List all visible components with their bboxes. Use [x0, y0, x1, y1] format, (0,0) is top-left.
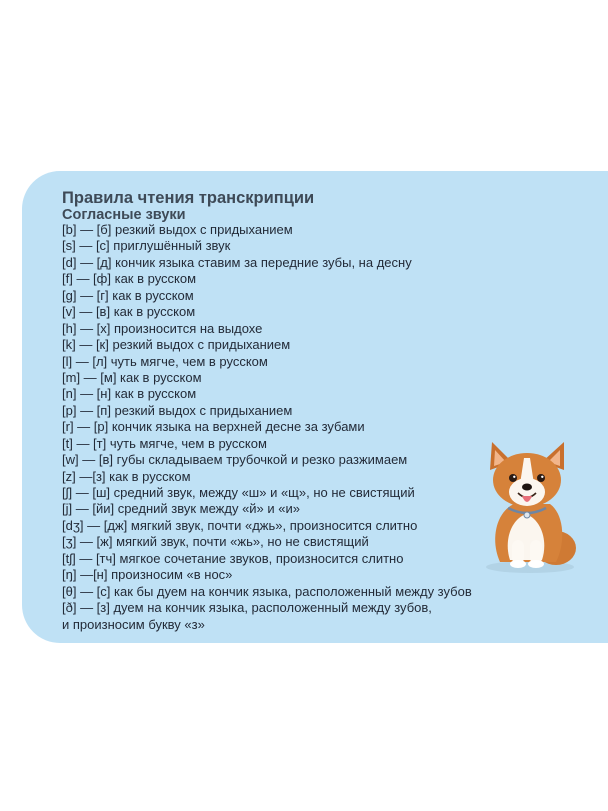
- dog-paw-left: [510, 560, 526, 568]
- rule-line: [n] — [н] как в русском: [62, 386, 197, 402]
- dog-tag: [524, 512, 530, 518]
- rule-line: [l] — [л] чуть мягче, чем в русском: [62, 353, 268, 369]
- card-title: Правила чтения транскрипции: [62, 189, 315, 207]
- rule-line: [d] — [д] кончик языка ставим за передние зубы, на десну: [62, 254, 412, 270]
- rule-line: [p] — [п] резкий выдох с придыханием: [62, 402, 293, 418]
- dog-eye-right: [537, 474, 545, 482]
- rules-list: [62, 222, 472, 633]
- rule-line: [dʒ] — [дж] мягкий звук, почти «джь», произносится слитно: [62, 517, 418, 533]
- rule-line: [θ] — [с] как бы дуем на кончик языка, расположенный между зубов: [62, 583, 472, 599]
- rule-line: [s] — [с] приглушённый звук: [62, 238, 231, 254]
- rule-line: [h] — [х] произносится на выдохе: [62, 320, 263, 336]
- corgi-dog-illustration: [468, 440, 588, 575]
- rule-line: [k] — [к] резкий выдох с придыханием: [62, 337, 291, 353]
- dog-eye-left: [509, 474, 517, 482]
- rule-line: [w] — [в] губы складываем трубочкой и резко разжимаем: [62, 452, 408, 468]
- rule-line: [v] — [в] как в русском: [62, 304, 196, 320]
- rule-line: [t] — [т] чуть мягче, чем в русском: [62, 435, 267, 451]
- card-subtitle: Согласные звуки: [62, 207, 186, 223]
- dog-paw-right: [528, 560, 544, 568]
- rule-line: [ŋ] —[н] произносим «в нос»: [62, 567, 233, 583]
- rule-line: [ʒ] — [ж] мягкий звук, почти «жь», но не свистящий: [62, 534, 369, 550]
- dog-nose: [522, 484, 532, 491]
- rule-line: [g] — [г] как в русском: [62, 287, 194, 303]
- rule-line: [r] — [р] кончик языка на верхней десне за зубами: [62, 419, 365, 435]
- rule-line: [z] —[з] как в русском: [62, 468, 191, 484]
- rule-line: [f] — [ф] как в русском: [62, 271, 197, 287]
- rule-line: [m] — [м] как в русском: [62, 369, 202, 385]
- rule-line: [j] — [йи] средний звук между «й» и «и»: [62, 501, 300, 517]
- rule-line: [ð] — [з] дуем на кончик языка, расположенный между зубов,: [62, 600, 432, 616]
- rule-line: и произносим букву «з»: [62, 616, 205, 632]
- rule-line: [tʃ] — [тч] мягкое сочетание звуков, произносится слитно: [62, 550, 404, 566]
- rule-line: [ʃ] — [ш] средний звук, между «ш» и «щ», но не свистящий: [62, 485, 415, 500]
- rule-line: [b] — [б] резкий выдох с придыханием: [62, 222, 293, 237]
